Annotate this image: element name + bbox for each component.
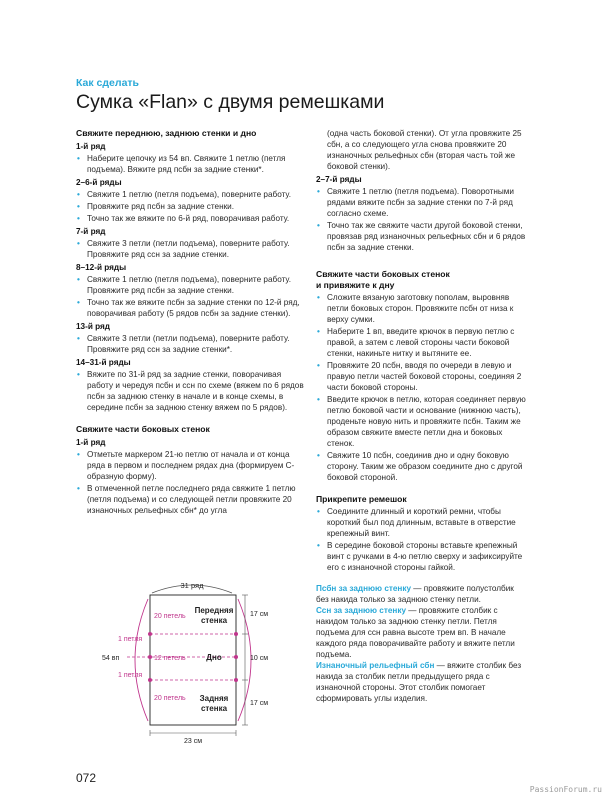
page-number: 072 <box>76 771 97 785</box>
row-label: 13-й ряд <box>76 322 111 331</box>
section-heading-line: Свяжите части боковых стенок <box>316 269 450 279</box>
row-label: 7-й ряд <box>76 227 106 236</box>
bullet-list <box>316 292 526 483</box>
row-label: 14–31-й ряды <box>76 358 131 367</box>
list-item: • Сложите вязаную заготовку пополам, выровняв петли боковых сторон. Провяжите псбн от низа к верху сумки. <box>316 292 526 325</box>
section-heading: Прикрепите ремешок <box>316 494 407 504</box>
section-heading: Свяжите переднюю, заднюю стенки и дно <box>76 128 257 138</box>
watermark: PassionForum.ru <box>529 785 602 794</box>
right-column <box>316 128 526 704</box>
list-item: • Наберите цепочку из 54 вп. Свяжите 1 петлю (петля подъема). Вяжите ряд псбн за задние стенки*. <box>76 153 308 175</box>
bullet-list <box>76 449 308 516</box>
left-column <box>76 128 308 517</box>
dim-10cm: 10 см <box>250 655 269 662</box>
page-title: Сумка «Flan» с двумя ремешками <box>76 91 385 113</box>
row-label: 2–7-й ряды <box>316 175 362 184</box>
bullet-list <box>76 153 308 175</box>
top-label: 31 ряд <box>180 581 204 590</box>
section-heading <box>316 269 526 291</box>
list-item: • Наберите 1 вп, введите крючок в первую петлю с правой, а затем с левой стороны части боковой стенки, накиньте нитку и вытяните ее. <box>316 326 526 359</box>
dim-17cm-bottom: 17 см <box>250 700 269 707</box>
list-item: • В отмеченной петле последнего ряда свяжите 1 петлю (петля подъема) и со следующей петли провяжите 20 изнаночных рельефных сбн* до угла <box>76 483 308 516</box>
glossary-definition: — провяжите полустолбик без накида только за заднюю стенку петли. <box>316 584 514 604</box>
dim-23cm: 23 см <box>183 738 203 745</box>
list-item: • Введите крючок в петлю, которая соединяет первую петлю боковой части и основание (нижнюю часть), проденьте новую нить и провяжите псбн. Таким же образом свяжите вместе петли дна и боковых стенок. <box>316 394 526 449</box>
glossary-note <box>316 660 526 704</box>
list-item: • Свяжите 10 псбн, соединив дно и одну боковую сторону. Таким же образом соедините дно с другой боковой стороной. <box>316 450 526 483</box>
label-1-loop: 1 петля <box>118 636 143 643</box>
list-item: • Точно так же вяжите по 6-й ряд, поворачивая работу. <box>76 213 308 224</box>
glossary-note <box>316 605 526 660</box>
glossary-term: Псбн за заднюю стенку <box>316 584 412 593</box>
list-item: • Вяжите по 31-й ряд за задние стенки, поворачивая работу и чередуя псбн и ссн по схеме (вяжем по 6 рядов псбн за заднюю стенку в начале и в конце схемы, в середине псбн за заднюю стенку вяжем по 5 рядов). <box>76 369 308 413</box>
left-arc <box>135 599 148 721</box>
list-item: • Точно так же свяжите части другой боковой стенки, провязав ряд изнаночных рельефных сбн и 6 рядов псбн за задние стенки. <box>316 220 526 253</box>
glossary-definition: — вяжите столбик без накида за столбик петли предыдущего ряда с изнаночной стороны. Этот столбик помогает сформировать углы изделия. <box>316 661 522 703</box>
panel-bottom: Дно <box>206 653 222 662</box>
panel-front: стенка <box>200 616 228 625</box>
panel-back: Задняя <box>199 694 229 703</box>
list-item: • Свяжите 1 петлю (петля подъема), поверните работу. <box>76 189 308 200</box>
marker-dot <box>234 632 238 636</box>
dim-17cm-top: 17 см <box>250 611 269 618</box>
continuation-text: (одна часть боковой стенки). От угла провяжите 25 сбн, а со следующего угла снова провяжите 20 изнаночных рельефных сбн (вторая часть той же боковой стенки). <box>327 129 522 171</box>
panel-front: Передняя <box>194 606 234 615</box>
list-item: • Соедините длинный и короткий ремни, чтобы короткий был под длинным, вставьте в отверстие крепежный винт. <box>316 506 526 539</box>
glossary-note <box>316 583 526 605</box>
marker-dot <box>234 678 238 682</box>
row-label: 1-й ряд <box>76 142 106 151</box>
marker-dot <box>148 655 152 659</box>
row-label: 2–6-й ряды <box>76 178 122 187</box>
marker-dot <box>234 655 238 659</box>
list-item: • Свяжите 3 петли (петли подъема), поверните работу. Провяжите ряд ссн за задние стенки. <box>76 238 308 260</box>
bullet-list <box>316 506 526 573</box>
list-item: • В середине боковой стороны вставьте крепежный винт с ручками в 4-ю петлю сверху и зафиксируйте его с изнаночной стороны гайкой. <box>316 540 526 573</box>
list-item: • Точно так же вяжите псбн за задние стенки по 12-й ряд, поворачивая работу (5 рядов псбн за задние стенки). <box>76 297 308 319</box>
label-12-loops: 12 петель <box>154 655 186 662</box>
list-item: • Провяжите ряд псбн за задние стенки. <box>76 201 308 212</box>
glossary-notes <box>316 583 526 704</box>
bullet-list <box>76 189 308 224</box>
section-kicker: Как сделать <box>76 77 139 89</box>
glossary-term: Ссн за заднюю стенку <box>316 606 406 615</box>
list-item: • Свяжите 1 петлю (петля подъема). Поворотными рядами вяжите псбн за задние стенки по 7-й ряд согласно схеме. <box>316 186 526 219</box>
panel-back: стенка <box>200 704 228 713</box>
label-20-loops: 20 петель <box>154 695 186 702</box>
list-item: • Провяжите 20 псбн, вводя по очереди в левую и правую петли частей боковой стороны, соединяя 2 части боковой стороны. <box>316 360 526 393</box>
list-item: • Свяжите 3 петли (петли подъема), поверните работу. Провяжите ряд ссн за задние стенки*. <box>76 333 308 355</box>
section-heading-line: и привяжите к дну <box>316 280 395 290</box>
label-20-loops: 20 петель <box>154 613 186 620</box>
list-item: • Свяжите 1 петлю (петля подъема), поверните работу. Провяжите ряд псбн за задние стенки. <box>76 274 308 296</box>
bullet-list <box>76 274 308 319</box>
list-item: • Отметьте маркером 21-ю петлю от начала и от конца ряда в первом и последнем рядах дна (формируем С-образную форму). <box>76 449 308 482</box>
label-1-loop: 1 петля <box>118 672 143 679</box>
marker-dot <box>148 678 152 682</box>
label-54-ch: 54 вп <box>102 655 120 662</box>
row-label: 1-й ряд <box>76 438 106 447</box>
section-heading: Свяжите части боковых стенок <box>76 424 210 434</box>
bullet-list <box>76 369 308 413</box>
bag-pattern-diagram <box>82 575 282 745</box>
glossary-term: Изнаночный рельефный сбн <box>316 661 435 670</box>
row-label: 8–12-й ряды <box>76 263 127 272</box>
bullet-list <box>76 238 308 260</box>
bullet-list <box>76 333 308 355</box>
bullet-list <box>316 186 526 253</box>
marker-dot <box>148 632 152 636</box>
glossary-definition: — провяжите столбик с накидом только за заднюю стенку петли. Петля подъема для ссн равна высоте трем вп. В начале каждого ряда поворачивайте работу и вяжите петли подъема. <box>316 606 515 659</box>
